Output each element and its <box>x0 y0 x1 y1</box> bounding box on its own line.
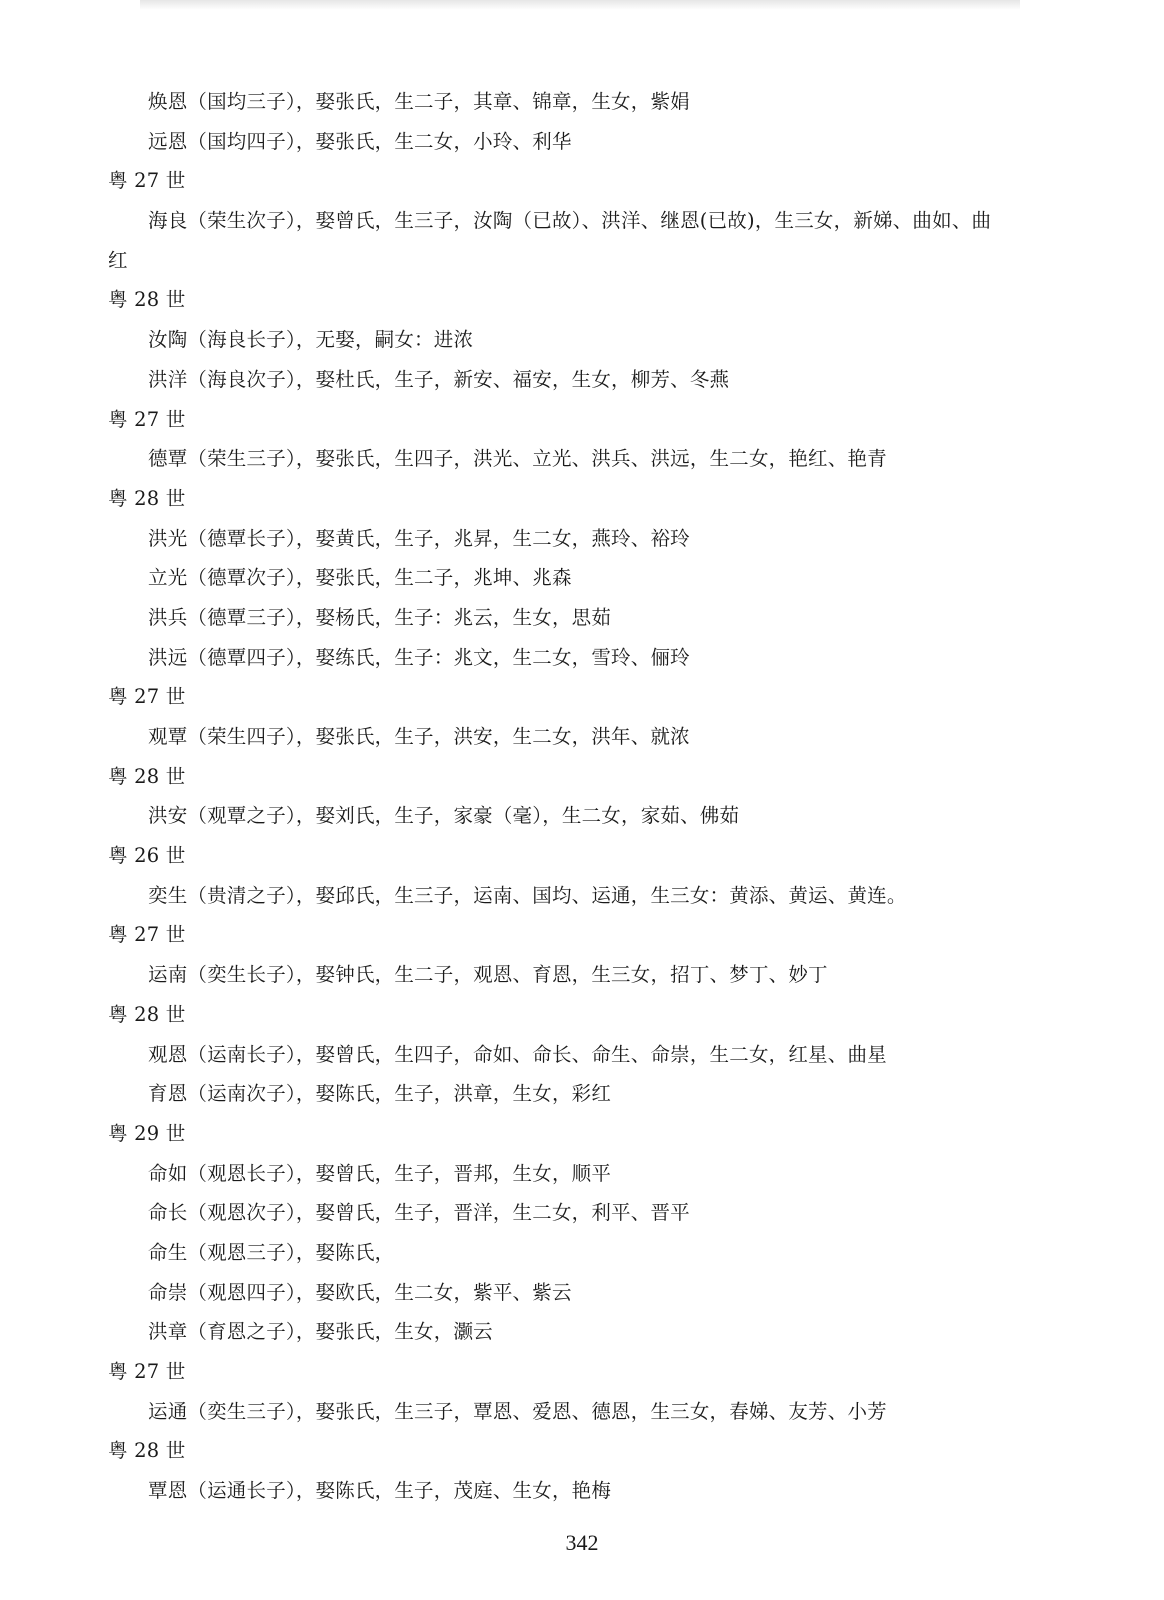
genealogy-entry: 命生（观恩三子），娶陈氏， <box>148 1240 395 1264</box>
genealogy-entry: 命崇（观恩四子），娶欧氏，生二女，紫平、紫云 <box>148 1280 572 1304</box>
genealogy-entry: 观覃（荣生四子），娶张氏，生子，洪安，生二女，洪年、就浓 <box>148 725 690 748</box>
generation-heading: 粤 27 世 <box>108 1360 186 1383</box>
genealogy-entry: 洪光（德覃长子），娶黄氏，生子，兆昇，生二女，燕玲、裕玲 <box>148 526 690 550</box>
genealogy-entry: 运通（奕生三子），娶张氏，生三子，覃恩、爱恩、德恩，生三女，春娣、友芳、小芳 <box>148 1399 887 1423</box>
generation-heading: 粤 27 世 <box>108 923 186 947</box>
generation-heading: 粤 28 世 <box>108 486 186 510</box>
genealogy-entry: 运南（奕生长子），娶钟氏，生二子，观恩、育恩，生三女，招丁、梦丁、妙丁 <box>148 963 828 987</box>
generation-heading: 粤 28 世 <box>108 1002 186 1026</box>
generation-heading: 粤 28 世 <box>108 288 186 312</box>
generation-heading: 粤 27 世 <box>108 169 186 193</box>
genealogy-entry: 立光（德覃次子），娶张氏，生二子，兆坤、兆森 <box>148 566 572 590</box>
genealogy-entry: 命长（观恩次子），娶曾氏，生子，晋洋，生二女，利平、晋平 <box>148 1201 690 1225</box>
genealogy-entry: 远恩（国均四子），娶张氏，生二女，小玲、利华 <box>148 129 572 153</box>
scan-edge-shadow <box>140 0 1020 10</box>
genealogy-entry: 覃恩（运通长子），娶陈氏，生子，茂庭、生女，艳梅 <box>148 1479 612 1503</box>
genealogy-entry: 奕生（贵清之子），娶邱氏，生三子，运南、国均、运通，生三女：黄添、黄运、黄连。 <box>148 883 907 907</box>
genealogy-entry: 德覃（荣生三子），娶张氏，生四子，洪光、立光、洪兵、洪远，生二女，艳红、艳青 <box>148 447 887 471</box>
genealogy-text-body <box>108 82 1038 1511</box>
generation-heading: 粤 29 世 <box>108 1121 186 1145</box>
genealogy-entry: 洪兵（德覃三子），娶杨氏，生子：兆云，生女，思茹 <box>148 605 612 629</box>
genealogy-entry: 育恩（运南次子），娶陈氏，生子，洪章，生女，彩红 <box>148 1082 612 1106</box>
genealogy-entry: 洪远（德覃四子），娶练氏，生子：兆文，生二女，雪玲、俪玲 <box>148 645 690 669</box>
genealogy-entry: 观恩（运南长子），娶曾氏，生四子，命如、命长、命生、命崇，生二女，红星、曲星 <box>148 1042 887 1066</box>
generation-heading: 粤 27 世 <box>108 407 186 431</box>
generation-heading: 粤 27 世 <box>108 685 186 709</box>
genealogy-entry-continuation: 红 <box>108 248 128 272</box>
page-number: 342 <box>565 1530 599 1555</box>
genealogy-entry: 洪安（观覃之子），娶刘氏，生子，家豪（毫），生二女，家茹、佛茹 <box>148 804 740 828</box>
genealogy-entry: 焕恩（国均三子），娶张氏，生二子，其章、锦章，生女，紫娟 <box>148 90 690 113</box>
generation-heading: 粤 28 世 <box>108 764 186 788</box>
genealogy-entry: 洪章（育恩之子），娶张氏，生女，灏云 <box>148 1320 493 1344</box>
generation-heading: 粤 28 世 <box>108 1439 186 1463</box>
genealogy-entry: 命如（观恩长子），娶曾氏，生子，晋邦，生女，顺平 <box>148 1161 612 1185</box>
genealogy-entry: 洪洋（海良次子），娶杜氏，生子，新安、福安，生女，柳芳、冬燕 <box>148 367 730 391</box>
genealogy-entry: 海良（荣生次子），娶曾氏，生三子，汝陶（已故）、洪洋、继恩(已故)，生三女，新娣、曲如、曲 <box>148 209 992 233</box>
generation-heading: 粤 26 世 <box>108 844 186 868</box>
genealogy-entry: 汝陶（海良长子），无娶，嗣女：进浓 <box>148 328 474 352</box>
